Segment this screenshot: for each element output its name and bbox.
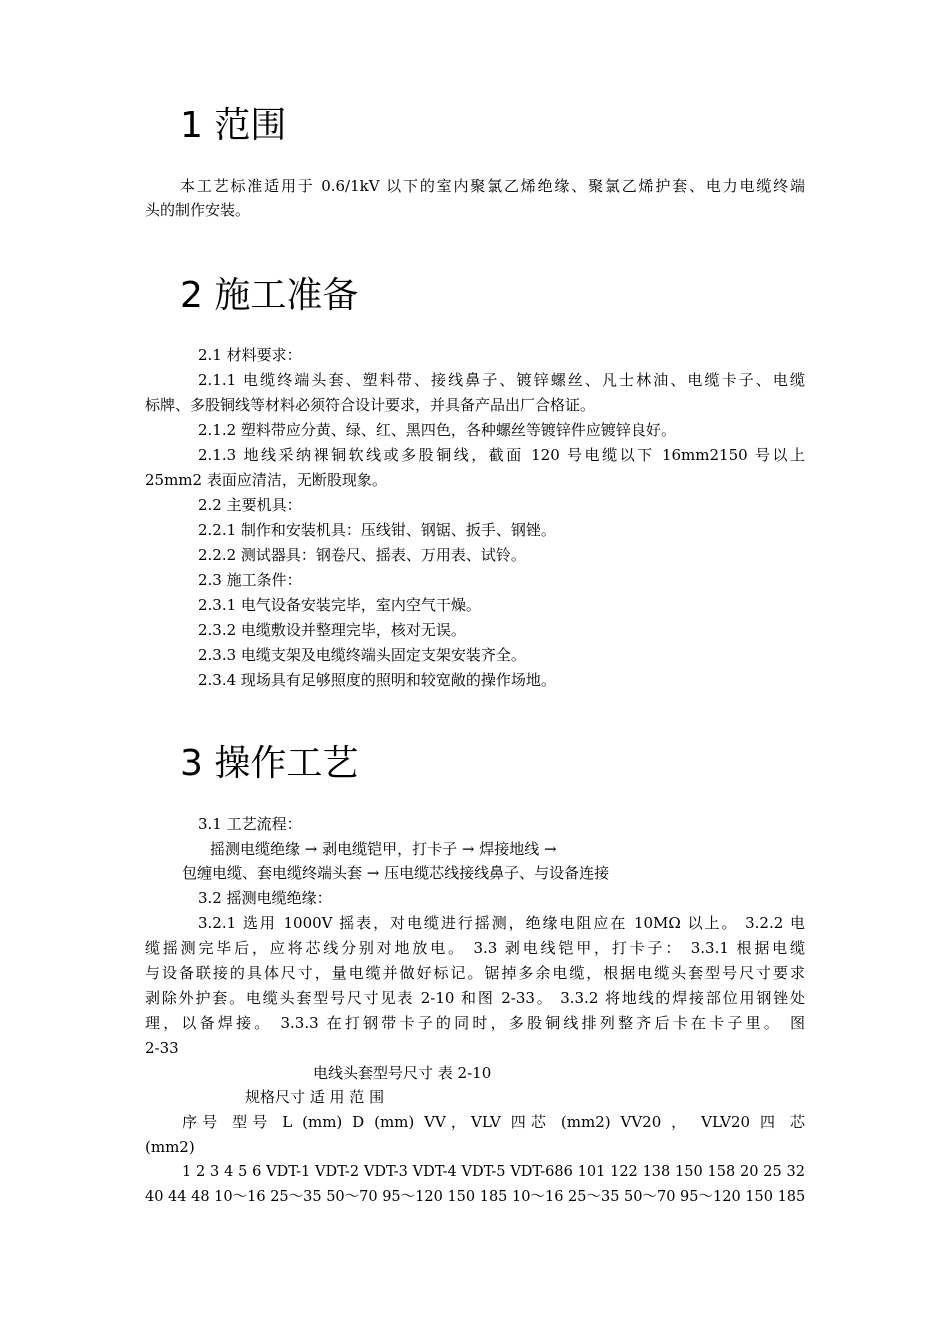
- table-row-line-2: 40 44 48 10～16 25～35 50～70 95～120 150 185 10～16 25～35 50～70 95～120 150 185: [145, 1189, 805, 1205]
- section-3-flow-line-2: 包缠电缆、套电缆终端头套 → 压电缆芯线接线鼻子、与设备连接: [182, 864, 610, 882]
- table-header-columns: 序号 型号 L (mm) D (mm) VV，VLV 四芯 (mm2) VV20 ， VLV20 四 芯: [182, 1113, 805, 1131]
- section-2-line-10: 2.3 施工条件：: [198, 571, 302, 589]
- table-header-spec: 规格尺寸 适 用 范 围: [245, 1088, 385, 1106]
- section-2-heading: 2 施工准备: [180, 275, 359, 316]
- section-2-line-6: 25mm2 表面应清洁，无断股现象。: [145, 471, 387, 489]
- table-row-line-1: 1 2 3 4 5 6 VDT-1 VDT-2 VDT-3 VDT-4 VDT-5 VDT-686 101 122 138 150 158 20 25 32: [182, 1164, 805, 1180]
- section-3-line-1: 3.1 工艺流程：: [198, 815, 302, 833]
- section-3-line-6: 缆摇测完毕后，应将芯线分别对地放电。 3.3 剥电线铠甲，打卡子： 3.3.1 根据电缆: [145, 939, 805, 957]
- section-1-line-1: 本工艺标准适用于 0.6/1kV 以下的室内聚氯乙烯绝缘、聚氯乙烯护套、电力电缆终端: [180, 177, 805, 195]
- section-3-line-8: 剥除外护套。电缆头套型号尺寸见表 2-10 和图 2-33。 3.3.2 将地线的焊接部位用钢锉处: [145, 989, 805, 1007]
- section-3-line-7: 与设备联接的具体尺寸，量电缆并做好标记。锯掉多余电缆，根据电缆头套型号尺寸要求: [145, 964, 805, 982]
- table-header-unit: (mm2): [145, 1138, 195, 1156]
- section-3-line-4: 3.2 摇测电缆绝缘：: [198, 889, 332, 907]
- section-2-line-3: 标牌、多股铜线等材料必须符合设计要求，并具备产品出厂合格证。: [145, 396, 596, 414]
- section-1-heading: 1 范围: [180, 105, 287, 146]
- section-2-line-11: 2.3.1 电气设备安装完毕，室内空气干燥。: [198, 596, 481, 614]
- section-3-line-5: 3.2.1 选用 1000V 摇表，对电缆进行摇测，绝缘电阻应在 10MΩ 以上。 3.2.2 电: [198, 914, 805, 932]
- section-3-line-10: 2-33: [145, 1039, 179, 1057]
- section-2-line-4: 2.1.2 塑料带应分黄、绿、红、黑四色，各种螺丝等镀锌件应镀锌良好。: [198, 421, 676, 439]
- table-caption: 电线头套型号尺寸 表 2-10: [313, 1064, 492, 1082]
- section-3-line-9: 理，以备焊接。 3.3.3 在打钢带卡子的同时，多股铜线排列整齐后卡在卡子里。 图: [145, 1014, 805, 1032]
- section-3-flow-line-1: 摇测电缆绝缘 → 剥电缆铠甲，打卡子 → 焊接地线 →: [210, 840, 557, 858]
- section-2-line-9: 2.2.2 测试器具：钢卷尺、摇表、万用表、试铃。: [198, 546, 526, 564]
- section-1-line-2: 头的制作安装。: [145, 201, 251, 219]
- section-2-line-12: 2.3.2 电缆敷设并整理完毕，核对无误。: [198, 621, 466, 639]
- section-2-line-1: 2.1 材料要求：: [198, 346, 302, 364]
- section-3-heading: 3 操作工艺: [180, 743, 359, 784]
- section-2-line-14: 2.3.4 现场具有足够照度的照明和较宽敞的操作场地。: [198, 671, 556, 689]
- section-2-line-2: 2.1.1 电缆终端头套、塑料带、接线鼻子、镀锌螺丝、凡士林油、电缆卡子、电缆: [198, 371, 805, 389]
- section-2-line-8: 2.2.1 制作和安装机具：压线钳、钢锯、扳手、钢锉。: [198, 521, 556, 539]
- section-2-line-5: 2.1.3 地线采纳裸铜软线或多股铜线，截面 120 号电缆以下 16mm2150 号以上: [198, 446, 805, 464]
- section-2-line-13: 2.3.3 电缆支架及电缆终端头固定支架安装齐全。: [198, 646, 526, 664]
- section-2-line-7: 2.2 主要机具：: [198, 496, 302, 514]
